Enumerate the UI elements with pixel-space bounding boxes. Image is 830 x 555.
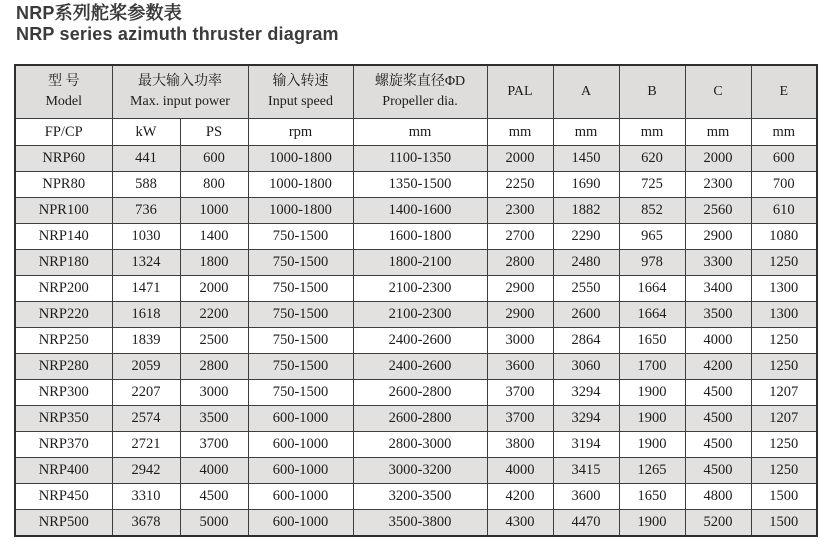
value-cell: 1250 — [751, 328, 817, 354]
value-cell: 1900 — [619, 380, 685, 406]
page-title-en: NRP series azimuth thruster diagram — [16, 24, 339, 44]
value-cell: 4800 — [685, 484, 751, 510]
model-cell: NPR80 — [15, 172, 112, 198]
value-cell: 1800-2100 — [353, 250, 487, 276]
unit-cell-mm-a: mm — [553, 119, 619, 146]
model-cell: NRP250 — [15, 328, 112, 354]
col-header-e: E — [751, 65, 817, 119]
model-cell: NRP60 — [15, 146, 112, 172]
value-cell: 725 — [619, 172, 685, 198]
value-cell: 3294 — [553, 406, 619, 432]
unit-cell-mm-pal: mm — [487, 119, 553, 146]
table-row — [15, 172, 817, 198]
value-cell: 2600-2800 — [353, 380, 487, 406]
value-cell: 1250 — [751, 432, 817, 458]
page-title — [16, 3, 339, 45]
value-cell: 1030 — [112, 224, 180, 250]
value-cell: 3800 — [487, 432, 553, 458]
col-header-power-en: Max. input power — [130, 94, 230, 109]
value-cell: 600-1000 — [248, 484, 353, 510]
value-cell: 600-1000 — [248, 510, 353, 537]
value-cell: 1839 — [112, 328, 180, 354]
unit-cell-model: FP/CP — [15, 119, 112, 146]
value-cell: 1000-1800 — [248, 146, 353, 172]
value-cell: 1650 — [619, 484, 685, 510]
unit-cell-mm-b: mm — [619, 119, 685, 146]
value-cell: 2560 — [685, 198, 751, 224]
value-cell: 3500 — [180, 406, 248, 432]
unit-cell-mm-propeller: mm — [353, 119, 487, 146]
value-cell: 2500 — [180, 328, 248, 354]
col-header-propeller-dia — [353, 65, 487, 119]
table-row — [15, 354, 817, 380]
value-cell: 3678 — [112, 510, 180, 537]
value-cell: 588 — [112, 172, 180, 198]
value-cell: 1324 — [112, 250, 180, 276]
value-cell: 2300 — [487, 198, 553, 224]
value-cell: 2000 — [180, 276, 248, 302]
value-cell: 3000 — [180, 380, 248, 406]
value-cell: 5200 — [685, 510, 751, 537]
col-header-a: A — [553, 65, 619, 119]
unit-cell-mm-e: mm — [751, 119, 817, 146]
units-row — [15, 119, 817, 146]
value-cell: 3310 — [112, 484, 180, 510]
value-cell: 750-1500 — [248, 380, 353, 406]
col-header-max-input-power — [112, 65, 248, 119]
table-row — [15, 250, 817, 276]
value-cell: 852 — [619, 198, 685, 224]
value-cell: 4300 — [487, 510, 553, 537]
model-cell: NRP350 — [15, 406, 112, 432]
value-cell: 2800 — [180, 354, 248, 380]
value-cell: 1250 — [751, 250, 817, 276]
value-cell: 1700 — [619, 354, 685, 380]
col-header-input-speed — [248, 65, 353, 119]
table-row — [15, 224, 817, 250]
value-cell: 1500 — [751, 510, 817, 537]
unit-cell-rpm: rpm — [248, 119, 353, 146]
col-header-model-en: Model — [45, 94, 83, 109]
value-cell: 3300 — [685, 250, 751, 276]
value-cell: 800 — [180, 172, 248, 198]
value-cell: 3200-3500 — [353, 484, 487, 510]
value-cell: 750-1500 — [248, 224, 353, 250]
value-cell: 2550 — [553, 276, 619, 302]
table-row — [15, 302, 817, 328]
unit-cell-mm-c: mm — [685, 119, 751, 146]
value-cell: 2480 — [553, 250, 619, 276]
value-cell: 600 — [751, 146, 817, 172]
value-cell: 3700 — [487, 406, 553, 432]
table-header-row — [15, 65, 817, 119]
value-cell: 600 — [180, 146, 248, 172]
value-cell: 1400 — [180, 224, 248, 250]
value-cell: 1690 — [553, 172, 619, 198]
value-cell: 1207 — [751, 380, 817, 406]
value-cell: 1080 — [751, 224, 817, 250]
page-title-zh: NRP系列舵桨参数表 — [16, 3, 183, 23]
col-header-c: C — [685, 65, 751, 119]
value-cell: 2100-2300 — [353, 276, 487, 302]
col-header-pal: PAL — [487, 65, 553, 119]
unit-cell-ps: PS — [180, 119, 248, 146]
value-cell: 4500 — [685, 432, 751, 458]
value-cell: 3700 — [180, 432, 248, 458]
table-row — [15, 276, 817, 302]
value-cell: 2900 — [487, 276, 553, 302]
table-row — [15, 406, 817, 432]
value-cell: 3000-3200 — [353, 458, 487, 484]
value-cell: 2600 — [553, 302, 619, 328]
value-cell: 2400-2600 — [353, 354, 487, 380]
value-cell: 3500-3800 — [353, 510, 487, 537]
thruster-parameter-table — [14, 64, 818, 537]
value-cell: 1000 — [180, 198, 248, 224]
value-cell: 750-1500 — [248, 250, 353, 276]
table-row — [15, 146, 817, 172]
model-cell: NPR100 — [15, 198, 112, 224]
table-row — [15, 432, 817, 458]
col-header-speed-zh: 输入转速 — [272, 74, 329, 90]
table-row — [15, 328, 817, 354]
model-cell: NRP400 — [15, 458, 112, 484]
model-cell: NRP180 — [15, 250, 112, 276]
value-cell: 5000 — [180, 510, 248, 537]
value-cell: 978 — [619, 250, 685, 276]
model-cell: NRP200 — [15, 276, 112, 302]
value-cell: 4000 — [180, 458, 248, 484]
model-cell: NRP300 — [15, 380, 112, 406]
value-cell: 1650 — [619, 328, 685, 354]
table-row — [15, 380, 817, 406]
value-cell: 600-1000 — [248, 406, 353, 432]
value-cell: 1207 — [751, 406, 817, 432]
value-cell: 2700 — [487, 224, 553, 250]
value-cell: 1000-1800 — [248, 198, 353, 224]
value-cell: 1300 — [751, 302, 817, 328]
col-header-model — [15, 65, 112, 119]
value-cell: 4470 — [553, 510, 619, 537]
value-cell: 4500 — [180, 484, 248, 510]
value-cell: 4000 — [685, 328, 751, 354]
value-cell: 1900 — [619, 432, 685, 458]
value-cell: 1618 — [112, 302, 180, 328]
value-cell: 2300 — [685, 172, 751, 198]
value-cell: 2942 — [112, 458, 180, 484]
value-cell: 4500 — [685, 458, 751, 484]
col-header-model-zh: 型 号 — [48, 74, 80, 90]
value-cell: 750-1500 — [248, 276, 353, 302]
model-cell: NRP450 — [15, 484, 112, 510]
value-cell: 2290 — [553, 224, 619, 250]
value-cell: 1900 — [619, 510, 685, 537]
value-cell: 3700 — [487, 380, 553, 406]
value-cell: 1350-1500 — [353, 172, 487, 198]
table-row — [15, 198, 817, 224]
value-cell: 2574 — [112, 406, 180, 432]
value-cell: 1100-1350 — [353, 146, 487, 172]
value-cell: 750-1500 — [248, 302, 353, 328]
value-cell: 4500 — [685, 380, 751, 406]
value-cell: 2800 — [487, 250, 553, 276]
value-cell: 441 — [112, 146, 180, 172]
value-cell: 3415 — [553, 458, 619, 484]
value-cell: 1450 — [553, 146, 619, 172]
value-cell: 610 — [751, 198, 817, 224]
unit-cell-kw: kW — [112, 119, 180, 146]
value-cell: 3000 — [487, 328, 553, 354]
table-row — [15, 484, 817, 510]
value-cell: 2100-2300 — [353, 302, 487, 328]
value-cell: 2900 — [685, 224, 751, 250]
value-cell: 2800-3000 — [353, 432, 487, 458]
value-cell: 2000 — [685, 146, 751, 172]
value-cell: 2200 — [180, 302, 248, 328]
value-cell: 620 — [619, 146, 685, 172]
value-cell: 2400-2600 — [353, 328, 487, 354]
value-cell: 1800 — [180, 250, 248, 276]
table-row — [15, 510, 817, 537]
value-cell: 750-1500 — [248, 354, 353, 380]
value-cell: 750-1500 — [248, 328, 353, 354]
value-cell: 3400 — [685, 276, 751, 302]
value-cell: 1882 — [553, 198, 619, 224]
value-cell: 2059 — [112, 354, 180, 380]
value-cell: 3194 — [553, 432, 619, 458]
value-cell: 1400-1600 — [353, 198, 487, 224]
model-cell: NRP280 — [15, 354, 112, 380]
value-cell: 3060 — [553, 354, 619, 380]
value-cell: 2721 — [112, 432, 180, 458]
value-cell: 2000 — [487, 146, 553, 172]
value-cell: 2250 — [487, 172, 553, 198]
value-cell: 3600 — [553, 484, 619, 510]
col-header-propeller-en: Propeller dia. — [382, 94, 458, 109]
value-cell: 600-1000 — [248, 458, 353, 484]
value-cell: 3294 — [553, 380, 619, 406]
value-cell: 1500 — [751, 484, 817, 510]
value-cell: 1265 — [619, 458, 685, 484]
value-cell: 736 — [112, 198, 180, 224]
value-cell: 2600-2800 — [353, 406, 487, 432]
value-cell: 2900 — [487, 302, 553, 328]
col-header-power-zh: 最大输入功率 — [138, 74, 222, 90]
model-cell: NRP220 — [15, 302, 112, 328]
value-cell: 1300 — [751, 276, 817, 302]
value-cell: 3500 — [685, 302, 751, 328]
model-cell: NRP500 — [15, 510, 112, 537]
value-cell: 1600-1800 — [353, 224, 487, 250]
value-cell: 1900 — [619, 406, 685, 432]
value-cell: 3600 — [487, 354, 553, 380]
model-cell: NRP140 — [15, 224, 112, 250]
value-cell: 4200 — [487, 484, 553, 510]
value-cell: 4200 — [685, 354, 751, 380]
value-cell: 1250 — [751, 354, 817, 380]
value-cell: 1664 — [619, 302, 685, 328]
value-cell: 4500 — [685, 406, 751, 432]
col-header-speed-en: Input speed — [268, 94, 333, 109]
value-cell: 1664 — [619, 276, 685, 302]
value-cell: 4000 — [487, 458, 553, 484]
value-cell: 2207 — [112, 380, 180, 406]
value-cell: 1000-1800 — [248, 172, 353, 198]
model-cell: NRP370 — [15, 432, 112, 458]
value-cell: 1471 — [112, 276, 180, 302]
table-row — [15, 458, 817, 484]
col-header-b: B — [619, 65, 685, 119]
value-cell: 600-1000 — [248, 432, 353, 458]
col-header-propeller-zh: 螺旋桨直径ΦD — [374, 74, 466, 90]
value-cell: 1250 — [751, 458, 817, 484]
value-cell: 965 — [619, 224, 685, 250]
value-cell: 2864 — [553, 328, 619, 354]
value-cell: 700 — [751, 172, 817, 198]
